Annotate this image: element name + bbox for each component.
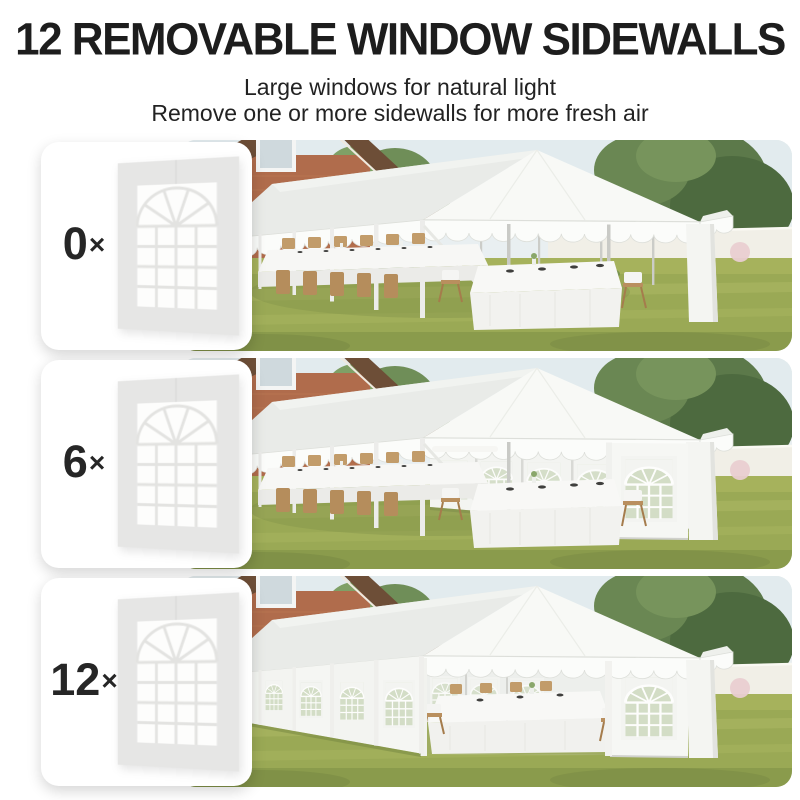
times-symbol: × <box>101 664 118 696</box>
row-12-sidewalls <box>40 576 800 787</box>
window-sidewall-illustration <box>118 592 239 771</box>
tent-corner-post <box>686 224 718 322</box>
tent-photo-0-sidewalls <box>180 140 792 351</box>
sidewall-count-label: 6× <box>62 435 106 487</box>
tent-corner-post <box>686 442 718 540</box>
head-table-cloth <box>470 506 622 548</box>
row-6-sidewalls <box>40 358 800 569</box>
head-table-cloth <box>470 288 622 330</box>
balloon <box>730 460 750 480</box>
tent-scene-open <box>180 140 792 351</box>
sidewall-count-card-12 <box>41 578 252 786</box>
tent-photo-12-sidewalls <box>180 576 792 787</box>
window-sidewall-illustration <box>118 374 239 553</box>
header <box>0 0 800 126</box>
times-symbol: × <box>88 446 106 478</box>
comparison-rows <box>0 140 800 794</box>
rolled-sidewall <box>432 446 498 452</box>
row-0-sidewalls <box>40 140 800 351</box>
balloon <box>730 678 750 698</box>
subtitle-line-2: Remove one or more sidewalls for more fresh air <box>151 100 649 126</box>
sidewall-count-label: 0× <box>62 217 106 269</box>
page-title: 12 REMOVABLE WINDOW SIDEWALLS <box>15 14 785 65</box>
sidewall-count-card-0 <box>41 142 252 350</box>
tent-photo-6-sidewalls <box>180 358 792 569</box>
tent-scene-enclosed <box>180 576 792 787</box>
tent-gable-post-right <box>605 661 612 756</box>
head-table-cloth <box>428 718 610 754</box>
tent-corner-post <box>686 660 718 758</box>
sidewall-count-label: 12× <box>50 653 118 705</box>
window-sidewall-illustration <box>118 156 239 335</box>
subtitle-line-1: Large windows for natural light <box>244 74 556 100</box>
tent-scene-rear-walls <box>180 358 792 569</box>
sidewall-count-card-6 <box>41 360 252 568</box>
times-symbol: × <box>88 228 106 260</box>
balloon <box>730 242 750 262</box>
